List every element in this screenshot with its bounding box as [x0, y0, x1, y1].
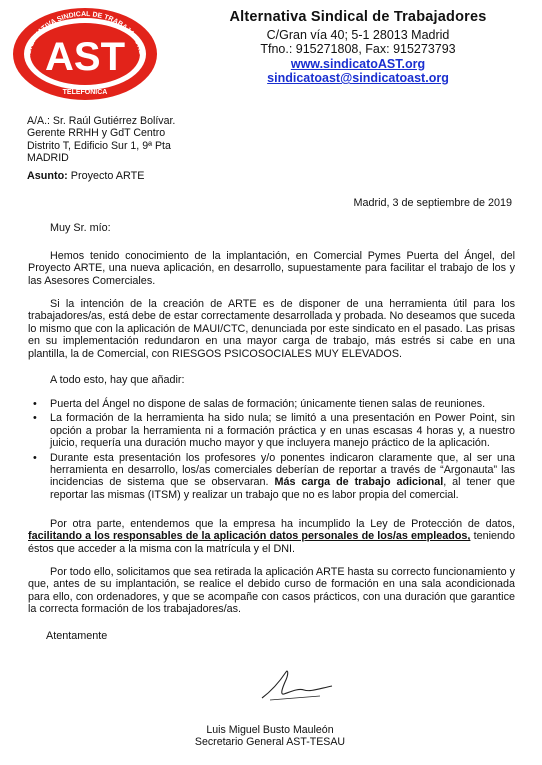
bullet-dot-icon: • [33, 451, 37, 464]
bullet-item: • Puerta del Ángel no dispone de salas de formación; únicamente tienen salas de reuniones. [33, 398, 486, 410]
email-link[interactable]: sindicatoast@sindicatoast.org [267, 71, 449, 85]
addressee-line: Gerente RRHH y GdT Centro [27, 127, 166, 140]
subject-line [27, 170, 144, 182]
salutation: Muy Sr. mío: [50, 222, 111, 234]
bullet-dot-icon: • [33, 398, 37, 410]
paragraph-3: A todo esto, hay que añadir: [50, 374, 185, 386]
letter-date: Madrid, 3 de septiembre de 2019 [353, 197, 512, 209]
bullet-item: • Durante esta presentación los profesores y/o ponentes indicaron claramente que, al ser una herramienta en desarrollo, los/as comerciales deberían de reportar a través de “Argonauta” las incidencias de sistema que se observaran. Más carga de trabajo adicional, al tener que reportar las mismas (ITSM) y realizar un trabajo que no es labor propia del comercial. [33, 451, 515, 501]
subject-value: Proyecto ARTE [67, 170, 145, 182]
addressee-block [27, 115, 175, 165]
logo-ring-bottom-text: TELEFONICA [62, 89, 108, 96]
logo-ring-top-text: ALTERNATIVA SINDICAL DE TRABAJADORES [24, 10, 146, 60]
signer-title: Secretario General AST-TESAU [194, 736, 346, 749]
addressee-line: MADRID [27, 152, 69, 165]
bullet-dot-icon: • [33, 412, 37, 425]
paragraph-5: Por todo ello, solicitamos que sea retirada la aplicación ARTE hasta su correcto funcionamiento y que, antes de su implantación, se realice el debido curso de formación en una sala acondicionada para ello, con ordenadores, y que se acompañe con casos prácticos, con una duración que garantice la correcta formación de los trabajadores/as. [28, 566, 515, 616]
paragraph-1: Hemos tenido conocimiento de la implantación, en Comercial Pymes Puerta del Ángel, del Proyecto ARTE, una nueva aplicación, en desarrollo, supuestamente para facilitar el trabajo de los y las Asesores Comerciales. [28, 250, 515, 287]
paragraph-4: Por otra parte, entendemos que la empresa ha incumplido la Ley de Protección de datos, facilitando a los responsables de la aplicación datos personales de los/as empleados, teniendo éstos que acceder a la misma con la matrícula y el DNI. [28, 518, 515, 555]
signature-icon [240, 658, 350, 708]
paragraph-2: Si la intención de la creación de ARTE es de disponer de una herramienta útil para los trabajadores/as, está debe de estar correctamente desarrollada y probada. No deseamos que suceda lo mismo que con la aplicación de MAUI/CTC, denunciada por este sindicato en el pasado. Las prisas en su implementación redundaron en una mayor carga de trabajo, más estrés si cabe en una plantilla, la de Comercial, con RIESGOS PSICOSOCIALES MUY ELEVADOS. [28, 298, 515, 360]
addressee-line: A/A.: Sr. Raúl Gutiérrez Bolívar. [27, 115, 176, 127]
bullet-list [28, 398, 515, 503]
org-phone-fax: Tfno.: 915271808, Fax: 915273793 [260, 42, 456, 56]
closing: Atentamente [46, 630, 108, 642]
org-address: C/Gran vía 40; 5-1 28013 Madrid [266, 27, 450, 42]
signer-block [160, 724, 380, 749]
org-name: Alternativa Sindical de Trabajadores [229, 9, 487, 25]
signer-name: Luis Miguel Busto Mauleón [206, 724, 334, 736]
letterhead [178, 10, 538, 86]
bullet-item: • La formación de la herramienta ha sido nula; se limitó a una presentación en Power Point, sin opción a probar la herramienta ni a formación práctica y en unas escasas 4 horas y, a nuestro juicio, requería una duración mucho mayor y que incluyera manejo práctico de la aplicación. [33, 412, 515, 450]
subject-label: Asunto: [27, 170, 68, 182]
website-link[interactable]: www.sindicatoAST.org [290, 56, 426, 71]
logo-center-text: AST [45, 35, 125, 79]
ast-logo [10, 6, 160, 102]
addressee-line: Distrito T, Edificio Sur 1, 9ª Pta [27, 139, 171, 152]
